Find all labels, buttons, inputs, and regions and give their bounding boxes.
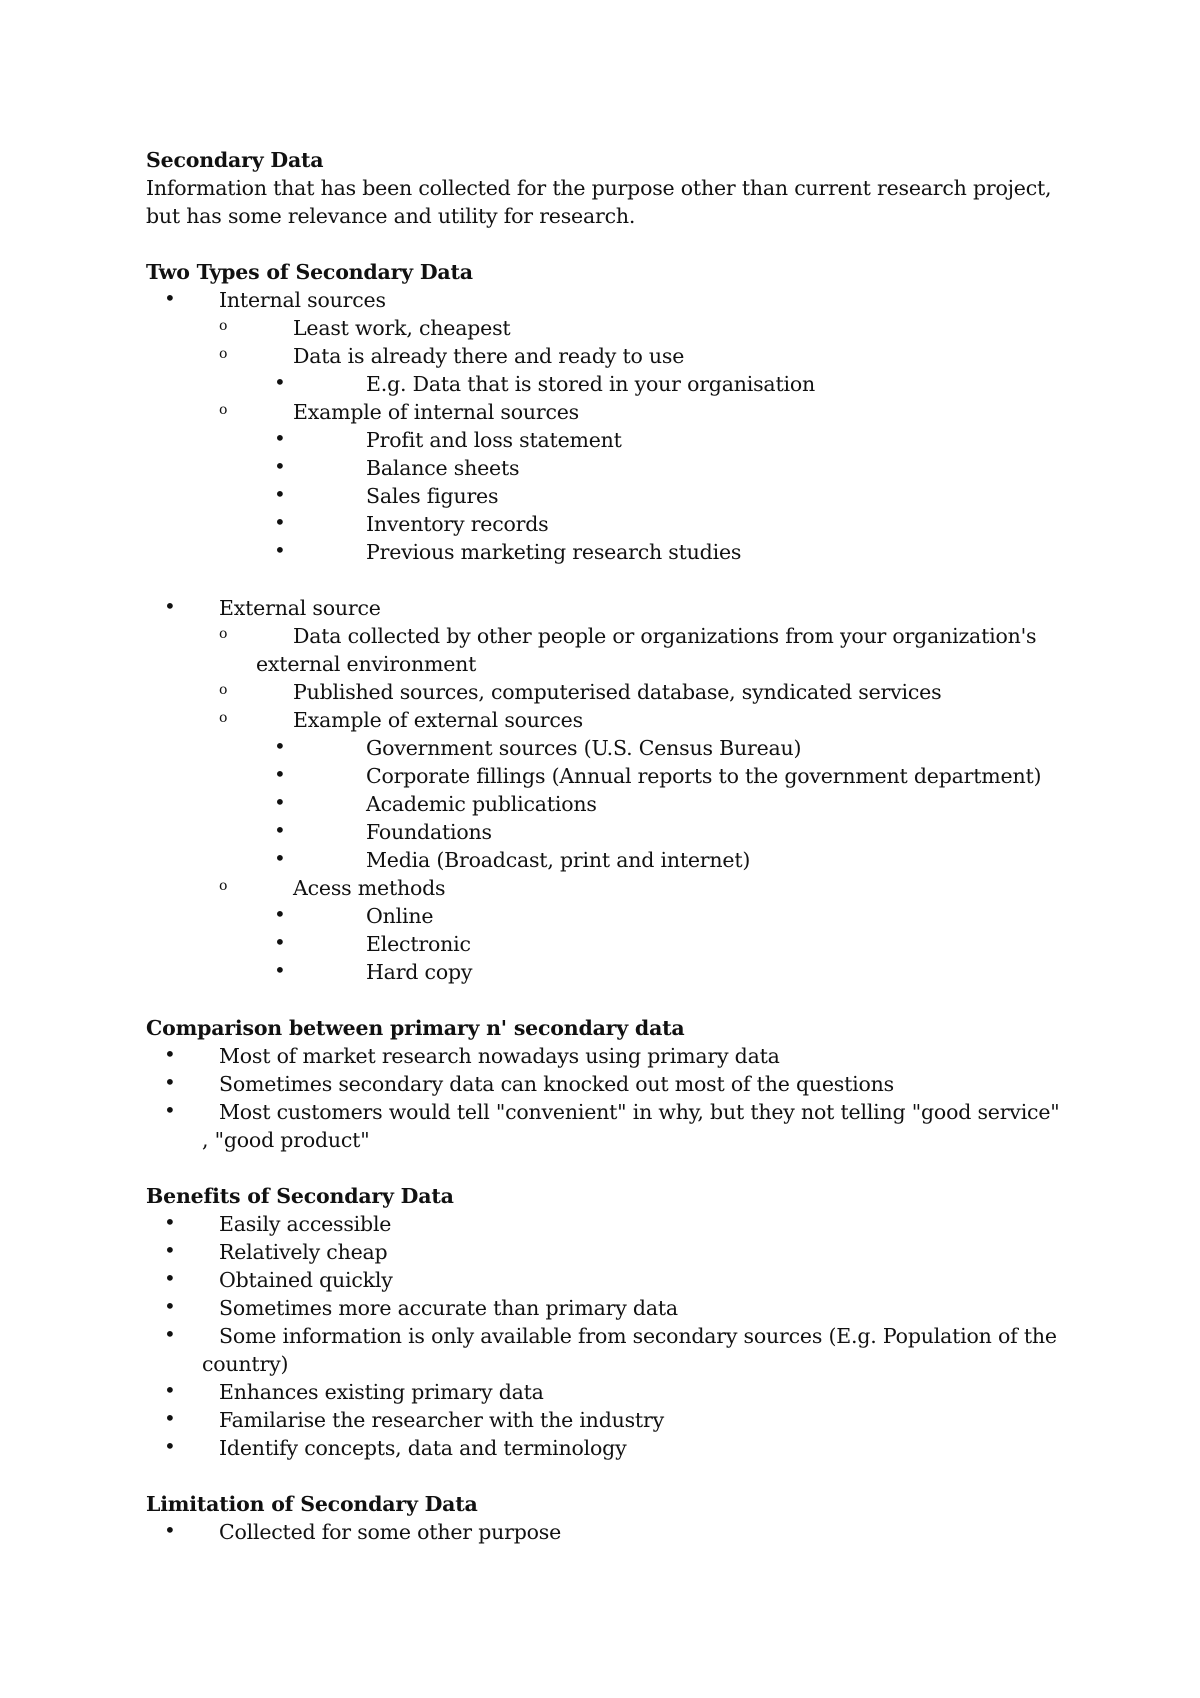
intro-paragraph: Information that has been collected for the purpose other than current research project, but has some relevance and utility for research.: [146, 176, 1052, 228]
bullet-icon: •: [164, 1294, 176, 1318]
spacer: [146, 230, 1066, 258]
section-heading-comparison: Comparison between primary n' secondary data: [146, 1016, 685, 1040]
bullet-icon: •: [274, 426, 286, 450]
bullet-icon: •: [164, 1322, 176, 1346]
list-item: • Hard copy: [274, 958, 473, 984]
bullet-icon: •: [274, 454, 286, 478]
section-heading-types: Two Types of Secondary Data: [146, 260, 473, 284]
list-item: • Foundations: [274, 818, 492, 844]
bullet-icon: •: [164, 1518, 176, 1542]
list-item: • Obtained quickly: [164, 1266, 393, 1292]
list-item: • Previous marketing research studies: [274, 538, 742, 564]
bullet-icon: •: [164, 1070, 176, 1094]
bullet-icon: •: [164, 1434, 176, 1458]
circle-bullet-icon: o: [219, 346, 228, 362]
bullet-icon: •: [274, 790, 286, 814]
list-item: • Most of market research nowadays using primary data: [164, 1042, 780, 1068]
list-item: • Electronic: [274, 930, 471, 956]
spacer: [146, 1154, 1066, 1182]
types-list: [146, 286, 1066, 566]
list-item: • Enhances existing primary data: [164, 1378, 544, 1404]
circle-bullet-icon: o: [219, 626, 228, 642]
list-item: • Internal sources: [164, 286, 386, 312]
bullet-icon: •: [274, 510, 286, 534]
list-item: • External source: [164, 594, 381, 620]
bullet-icon: •: [164, 1238, 176, 1262]
bullet-icon: •: [274, 902, 286, 926]
bullet-icon: •: [274, 846, 286, 870]
benefits-list: [146, 1210, 1066, 1462]
list-item: • E.g. Data that is stored in your organisation: [274, 370, 815, 396]
list-item: o Example of external sources: [219, 708, 583, 732]
list-item: • Sales figures: [274, 482, 499, 508]
list-item: • Corporate fillings (Annual reports to the government department): [274, 762, 1042, 788]
bullet-icon: •: [274, 958, 286, 982]
spacer: [146, 566, 1066, 594]
list-item: o Example of internal sources: [219, 400, 579, 424]
bullet-icon: •: [274, 818, 286, 842]
bullet-icon: •: [164, 1266, 176, 1290]
bullet-icon: •: [164, 286, 176, 310]
list-item: • Government sources (U.S. Census Bureau): [274, 734, 802, 760]
circle-bullet-icon: o: [219, 878, 228, 894]
list-item: • Easily accessible: [164, 1210, 392, 1236]
types-list-external: [146, 594, 1066, 986]
bullet-icon: •: [164, 1098, 176, 1122]
circle-bullet-icon: o: [219, 402, 228, 418]
bullet-icon: •: [274, 762, 286, 786]
bullet-icon: •: [164, 594, 176, 618]
bullet-icon: •: [164, 1210, 176, 1234]
list-item: o Data is already there and ready to use: [219, 344, 685, 368]
bullet-icon: •: [274, 538, 286, 562]
limitations-list: [146, 1518, 1066, 1546]
page-title: Secondary Data: [146, 148, 324, 172]
list-item: • Relatively cheap: [164, 1238, 388, 1264]
list-item: • Media (Broadcast, print and internet): [274, 846, 751, 872]
list-item: • Balance sheets: [274, 454, 520, 480]
list-item: • Collected for some other purpose: [164, 1518, 562, 1544]
bullet-icon: •: [164, 1406, 176, 1430]
circle-bullet-icon: o: [219, 710, 228, 726]
list-item: • Most customers would tell "convenient" in why, but they not telling "good service" , "good product": [164, 1098, 1060, 1152]
list-item: o Acess methods: [219, 876, 446, 900]
section-heading-benefits: Benefits of Secondary Data: [146, 1184, 454, 1208]
spacer: [146, 1462, 1066, 1490]
bullet-icon: •: [274, 482, 286, 506]
list-item: • Sometimes secondary data can knocked out most of the questions: [164, 1070, 894, 1096]
list-item: • Some information is only available from secondary sources (E.g. Population of the country): [164, 1322, 1057, 1376]
bullet-icon: •: [274, 370, 286, 394]
list-item: • Familarise the researcher with the industry: [164, 1406, 664, 1432]
bullet-icon: •: [274, 930, 286, 954]
circle-bullet-icon: o: [219, 682, 228, 698]
document-page: [146, 146, 1066, 1546]
list-item: o Data collected by other people or organizations from your organization's external environment: [219, 624, 1037, 676]
bullet-icon: •: [274, 734, 286, 758]
list-item: • Identify concepts, data and terminology: [164, 1434, 627, 1460]
list-item: • Inventory records: [274, 510, 549, 536]
spacer: [146, 986, 1066, 1014]
list-item: • Academic publications: [274, 790, 597, 816]
comparison-list: [146, 1042, 1066, 1154]
list-item: • Online: [274, 902, 434, 928]
list-item: o Least work, cheapest: [219, 316, 511, 340]
bullet-icon: •: [164, 1042, 176, 1066]
list-item: • Profit and loss statement: [274, 426, 622, 452]
circle-bullet-icon: o: [219, 318, 228, 334]
list-item: • Sometimes more accurate than primary data: [164, 1294, 678, 1320]
list-item: o Published sources, computerised database, syndicated services: [219, 680, 942, 704]
section-heading-limitations: Limitation of Secondary Data: [146, 1492, 478, 1516]
bullet-icon: •: [164, 1378, 176, 1402]
